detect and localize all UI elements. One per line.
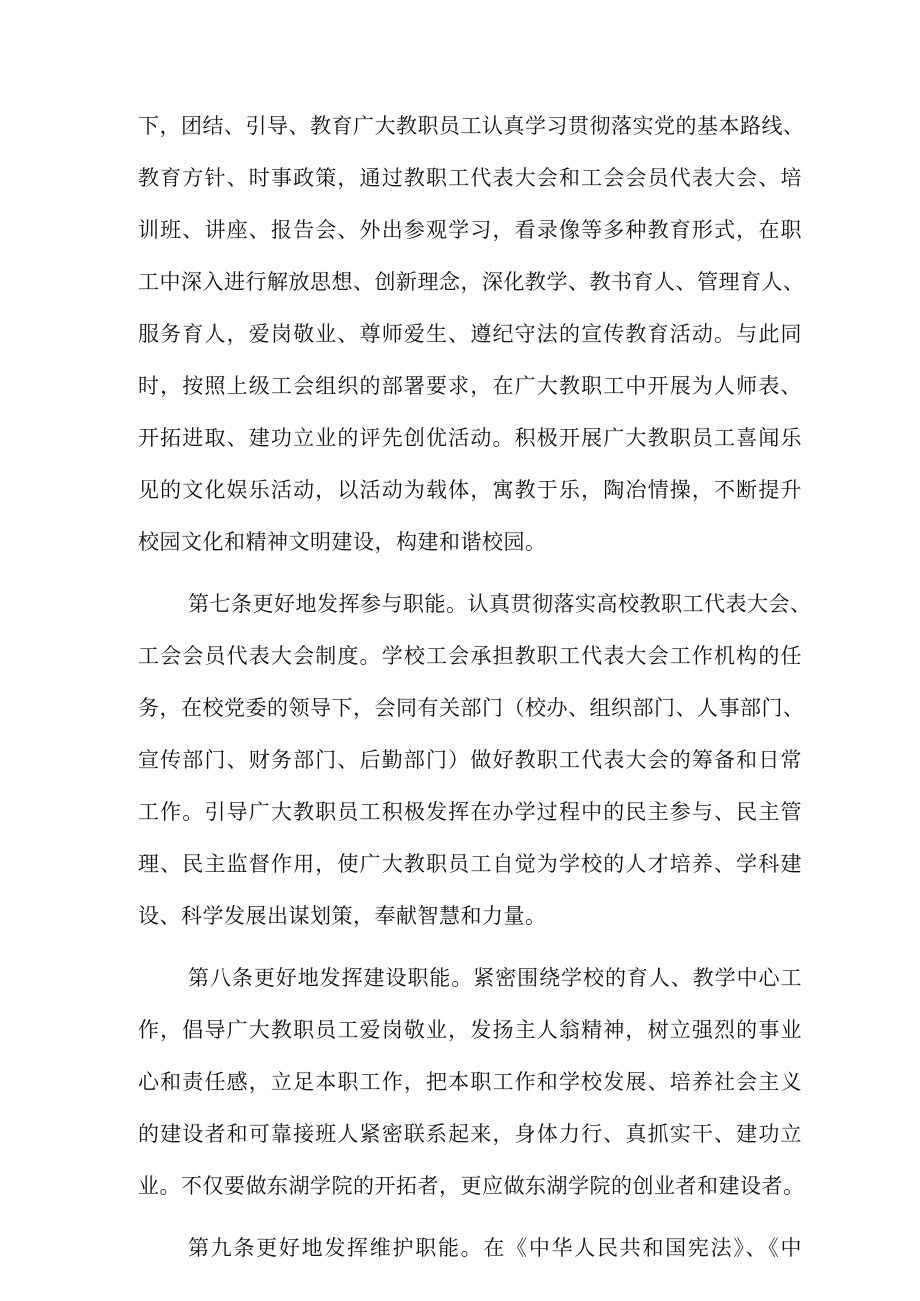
text-line: 见的文化娱乐活动，以活动为载体，寓教于乐，陶冶情操，不断提升 (138, 478, 802, 502)
text-line: 务，在校党委的领导下，会同有关部门（校办、组织部门、人事部门、 (138, 696, 805, 720)
text-line: 工中深入进行解放思想、创新理念，深化教学、教书育人、管理育人、 (138, 270, 805, 294)
text-line: 心和责任感，立足本职工作，把本职工作和学校发展、培养社会主义 (138, 1070, 802, 1094)
text-line: 理、民主监督作用，使广大教职员工自觉为学校的人才培养、学科建 (138, 852, 802, 876)
paragraph-gap (138, 568, 802, 578)
paragraph-article-7 (138, 578, 812, 942)
text-line: 第九条更好地发挥维护职能。在《中华人民共和国宪法》、《中 (188, 1236, 802, 1260)
text-line: 的建设者和可靠接班人紧密联系起来，身体力行、真抓实干、建功立 (138, 1122, 802, 1146)
paragraph-gap (138, 942, 802, 952)
text-line: 第七条更好地发挥参与职能。认真贯彻落实高校教职工代表大会、 (188, 592, 812, 616)
text-line: 教育方针、时事政策，通过教职工代表大会和工会会员代表大会、培 (138, 166, 802, 190)
paragraph-article-9 (138, 1222, 802, 1274)
text-line: 开拓进取、建功立业的评先创优活动。积极开展广大教职员工喜闻乐 (138, 426, 802, 450)
text-line: 工作。引导广大教职员工积极发挥在办学过程中的民主参与、民主管 (138, 800, 802, 824)
text-line: 工会会员代表大会制度。学校工会承担教职工代表大会工作机构的任 (138, 644, 802, 668)
paragraph-gap (138, 1212, 802, 1222)
text-line: 作，倡导广大教职员工爱岗敬业，发扬主人翁精神，树立强烈的事业 (138, 1018, 802, 1042)
text-line: 宣传部门、财务部门、后勤部门）做好教职工代表大会的筹备和日常 (138, 748, 802, 772)
text-line: 业。不仅要做东湖学院的开拓者，更应做东湖学院的创业者和建设者。 (138, 1174, 805, 1198)
document-page (138, 100, 812, 1274)
text-line: 训班、讲座、报告会、外出参观学习，看录像等多种教育形式，在职 (138, 218, 802, 242)
text-line: 设、科学发展出谋划策，奉献智慧和力量。 (138, 904, 547, 928)
text-line: 第八条更好地发挥建设职能。紧密围绕学校的育人、教学中心工 (188, 966, 802, 990)
paragraph-article-8 (138, 952, 805, 1212)
paragraph-continuation (138, 100, 805, 568)
text-line: 服务育人，爱岗敬业、尊师爱生、遵纪守法的宣传教育活动。与此同 (138, 322, 802, 346)
text-line: 下，团结、引导、教育广大教职员工认真学习贯彻落实党的基本路线、 (138, 114, 805, 138)
text-line: 时，按照上级工会组织的部署要求，在广大教职工中开展为人师表、 (138, 374, 802, 398)
text-line: 校园文化和精神文明建设，构建和谐校园。 (138, 530, 547, 554)
